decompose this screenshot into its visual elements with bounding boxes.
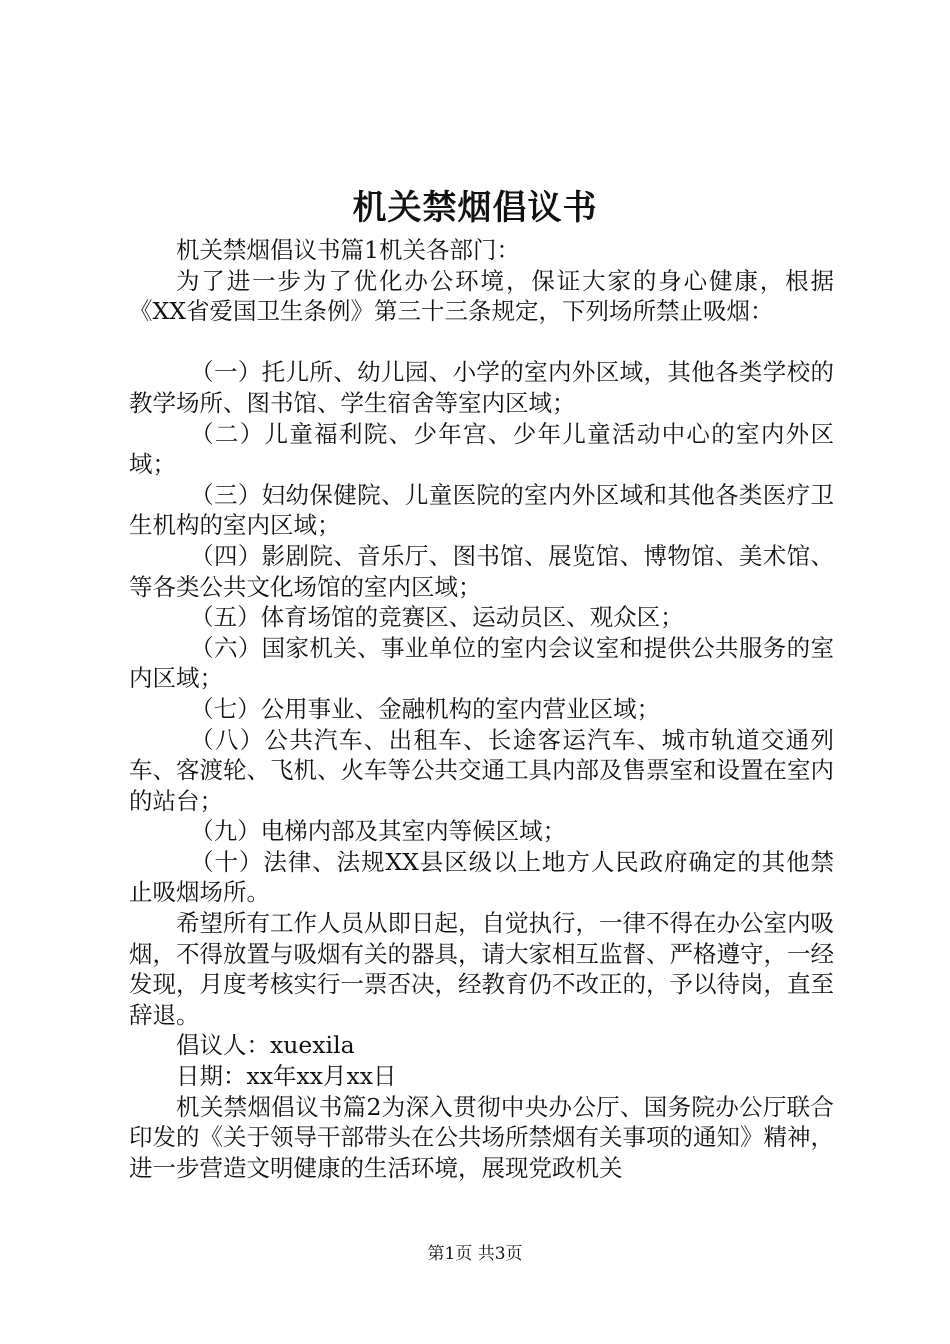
paragraph-intro: 机关禁烟倡议书篇1机关各部门： xyxy=(176,236,520,264)
page-number-footer: 第1页 共3页 xyxy=(427,1244,523,1264)
paragraph-regulation: 为了进一步为了优化办公环境，保证大家的身心健康，根据《XX省爱国卫生条例》第三十三条规定，下列场所禁止吸烟： xyxy=(129,266,834,326)
paragraph-item-9: （九）电梯内部及其室内等候区域； xyxy=(190,817,567,846)
paragraph-item-2: （二）儿童福利院、少年宫、少年儿童活动中心的室内外区域； xyxy=(129,419,834,479)
paragraph-appeal: 希望所有工作人员从即日起，自觉执行，一律不得在办公室内吸烟，不得放置与吸烟有关的器具，请大家相互监督、严格遵守，一经发现，月度考核实行一票否决，经教育仍不改正的，予以待岗，直至辞退。 xyxy=(129,909,834,1029)
paragraph-item-5: （五）体育场馆的竞赛区、运动员区、观众区； xyxy=(190,603,684,632)
paragraph-item-3: （三）妇幼保健院、儿童医院的室内外区域和其他各类医疗卫生机构的室内区域； xyxy=(129,480,834,540)
paragraph-initiator: 倡议人：xuexila xyxy=(176,1031,355,1060)
paragraph-item-4: （四）影剧院、音乐厅、图书馆、展览馆、博物馆、美术馆、等各类公共文化场馆的室内区域； xyxy=(129,541,834,601)
paragraph-item-10: （十）法律、法规XX县区级以上地方人民政府确定的其他禁止吸烟场所。 xyxy=(129,847,834,907)
document-body xyxy=(129,235,834,1183)
paragraph-item-1: （一）托儿所、幼儿园、小学的室内外区域，其他各类学校的教学场所、图书馆、学生宿舍等室内区域； xyxy=(129,358,834,417)
paragraph-date: 日期：xx年xx月xx日 xyxy=(176,1062,397,1091)
paragraph-item-6: （六）国家机关、事业单位的室内会议室和提供公共服务的室内区域； xyxy=(129,633,834,693)
paragraph-part-2: 机关禁烟倡议书篇2为深入贯彻中央办公厅、国务院办公厅联合印发的《关于领导干部带头在公共场所禁烟有关事项的通知》精神，进一步营造文明健康的生活环境，展现党政机关 xyxy=(129,1092,834,1182)
document-title: 机关禁烟倡议书 xyxy=(352,188,598,228)
paragraph-item-8: （八）公共汽车、出租车、长途客运汽车、城市轨道交通列车、客渡轮、飞机、火车等公共交通工具内部及售票室和设置在室内的站台； xyxy=(129,725,834,815)
paragraph-item-7: （七）公用事业、金融机构的室内营业区域； xyxy=(190,694,661,723)
